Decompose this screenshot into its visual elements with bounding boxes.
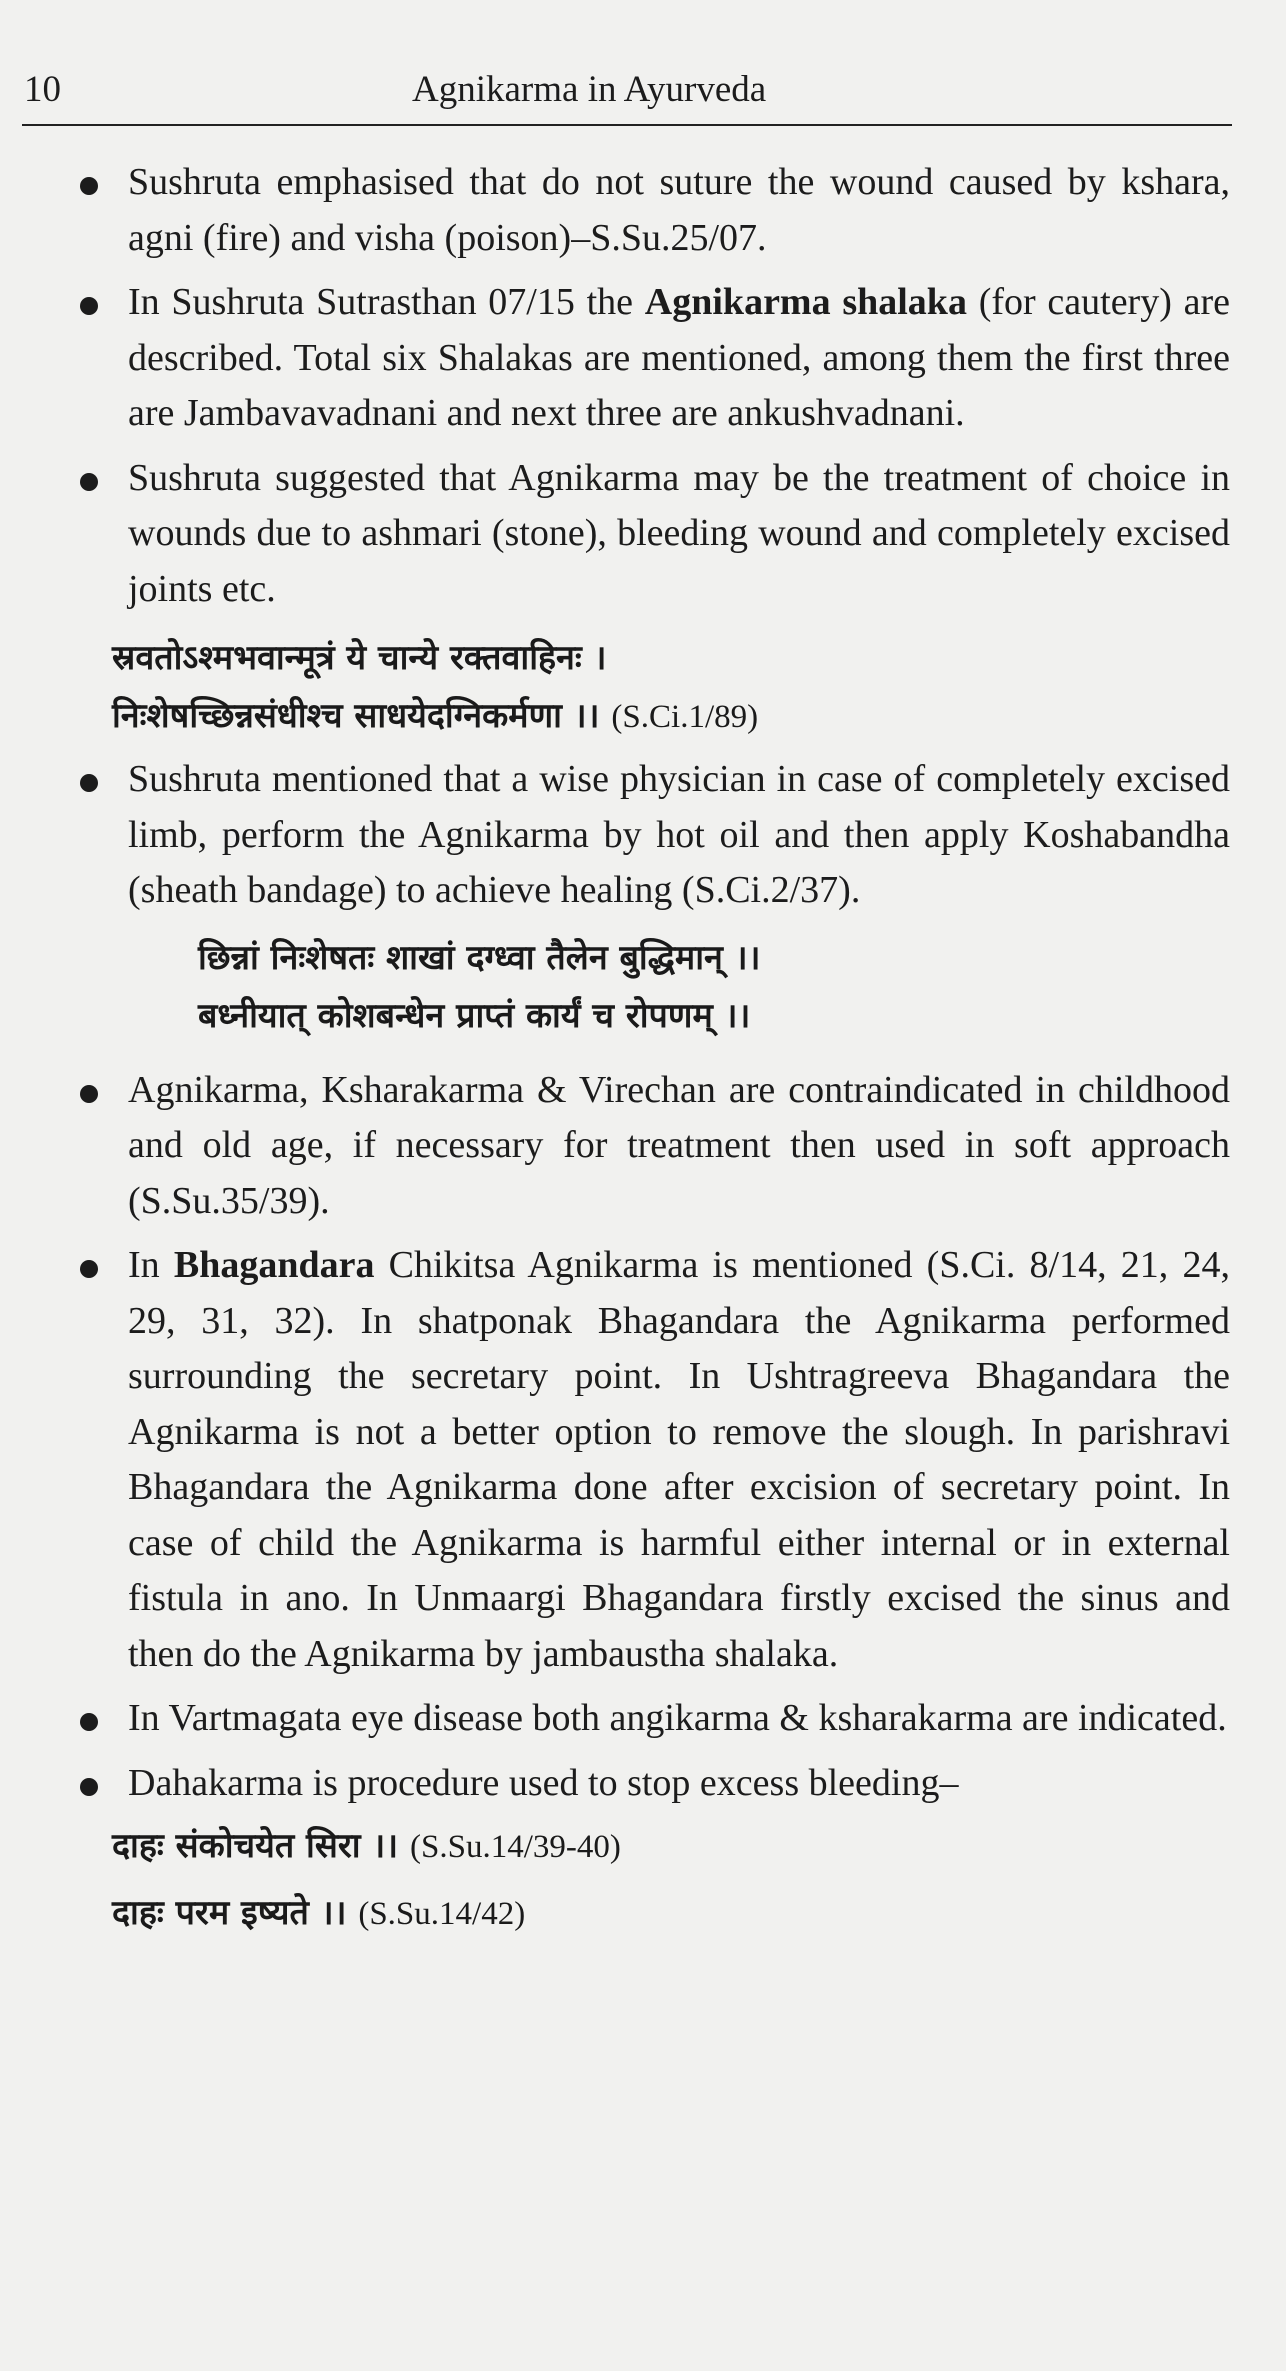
item-text: Sushruta mentioned that a wise physician in case of completely excised limb, perform the Agnikarma by hot oil and then apply Koshabandha (sheath bandage) to achieve healing (S.Ci.2/37). bbox=[128, 758, 1230, 911]
verse-line: स्रवतोऽश्मभवान्मूत्रं ये चान्ये रक्तवाहिनः । bbox=[112, 638, 607, 678]
verse-line bbox=[112, 1817, 1230, 1876]
bullet-icon bbox=[80, 473, 98, 491]
verse-line: छिन्नां निःशेषतः शाखां दग्ध्वा तैलेन बुद्धिमान् ।। bbox=[198, 937, 761, 978]
bullet-icon bbox=[80, 1713, 98, 1731]
list-item bbox=[70, 1756, 1230, 1812]
bullet-icon bbox=[80, 177, 98, 195]
verse-text: दाहः संकोचयेत सिरा ।। bbox=[112, 1826, 399, 1866]
bullet-icon bbox=[80, 1778, 98, 1796]
bullet-icon bbox=[80, 297, 98, 315]
list-item bbox=[70, 752, 1230, 919]
item-text: Sushruta emphasised that do not suture the wound caused by kshara, agni (fire) and visha (poison)–S.Su.25/07. bbox=[128, 161, 1230, 259]
list-item bbox=[70, 451, 1230, 618]
list-item bbox=[70, 1238, 1230, 1682]
verse-text: दाहः परम इष्यते ।। bbox=[112, 1893, 347, 1933]
list-item bbox=[70, 1691, 1230, 1747]
verse-line bbox=[112, 687, 1230, 746]
item-bold-term: Agnikarma shalaka bbox=[644, 281, 967, 323]
item-text: In Vartmagata eye disease both angikarma & ksharakarma are indicated. bbox=[128, 1697, 1227, 1739]
item-text: Sushruta suggested that Agnikarma may be the treatment of choice in wounds due to ashmari (stone), bleeding wound and completely excised joints etc. bbox=[128, 456, 1230, 610]
item-bold-term: Bhagandara bbox=[173, 1244, 375, 1286]
list-item bbox=[70, 155, 1230, 266]
verse-text: निःशेषच्छिन्नसंधीश्च साधयेदग्निकर्मणा ।। bbox=[112, 696, 600, 736]
verse-line bbox=[112, 1884, 1230, 1943]
item-text: (for cautery) are described. Total six Shalakas are mentioned, among them the first three are Jambavavadnani and next three are ankushvadnani. bbox=[128, 281, 1231, 434]
bullet-icon bbox=[80, 1085, 98, 1103]
verse-reference: (S.Ci.1/89) bbox=[611, 699, 759, 735]
sanskrit-verse bbox=[70, 1817, 1230, 1943]
sanskrit-verse bbox=[70, 929, 1230, 1045]
running-title: Agnikarma in Ayurveda bbox=[412, 69, 767, 110]
list-item bbox=[70, 1063, 1230, 1230]
list-item bbox=[70, 275, 1230, 442]
bullet-list bbox=[70, 155, 1230, 1943]
page-number: 10 bbox=[24, 69, 61, 110]
item-text: Dahakarma is procedure used to stop excess bleeding– bbox=[128, 1761, 959, 1804]
bullet-icon bbox=[80, 1260, 98, 1278]
verse-line: बध्नीयात् कोशबन्धेन प्राप्तं कार्यं च रोपणम् ।। bbox=[198, 995, 751, 1036]
sanskrit-verse bbox=[70, 629, 1230, 746]
page-header bbox=[22, 66, 1232, 126]
verse-reference: (S.Su.14/42) bbox=[358, 1896, 526, 1932]
item-text: In bbox=[128, 1244, 174, 1286]
item-text: In Sushruta Sutrasthan 07/15 the bbox=[128, 281, 645, 323]
item-text: Chikitsa Agnikarma is mentioned (S.Ci. 8/14, 21, 24, 29, 31, 32). In shatponak Bhagandara the Agnikarma performed surrounding the secretary point. In Ushtragreeva Bhagandara the Agnikarma is not a better option to remove the slough. In parishravi Bhagandara the Agnikarma done after excision of secretary point. In case of child the Agnikarma is harmful either internal or in external fistula in ano. In Unmaargi Bhagandara firstly excised the sinus and then do the Agnikarma by jambaustha shalaka. bbox=[128, 1244, 1230, 1675]
verse-reference: (S.Su.14/39-40) bbox=[410, 1829, 621, 1865]
bullet-icon bbox=[80, 774, 98, 792]
item-text: Agnikarma, Ksharakarma & Virechan are contraindicated in childhood and old age, if necessary for treatment then used in soft approach (S.Su.35/39). bbox=[128, 1068, 1230, 1222]
